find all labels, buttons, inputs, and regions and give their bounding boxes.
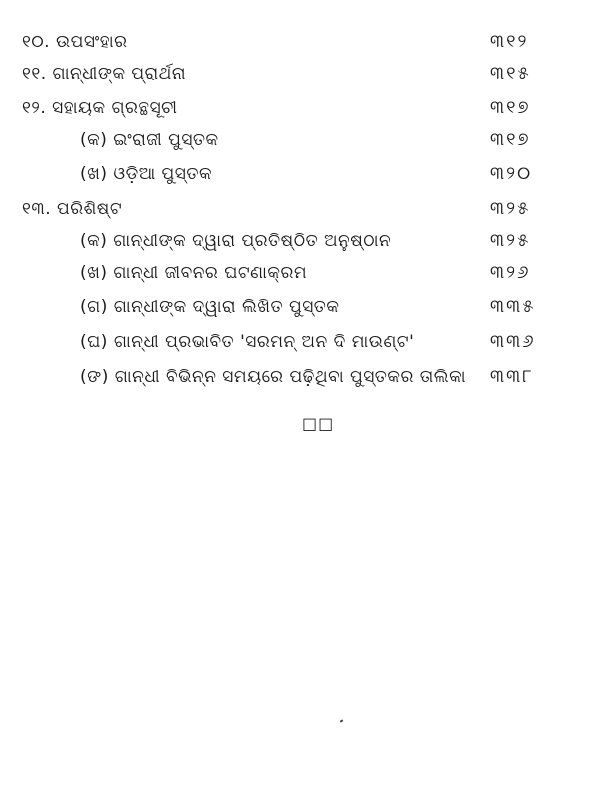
toc-entry-title: (ଖ) ଗାନ୍ଧୀ ଜୀବନର ଘଟଣାକ୍ରମ xyxy=(80,263,308,283)
toc-entry-title: ୧୦. ଉପସଂହାର xyxy=(22,32,128,52)
toc-subentry-13-kha xyxy=(0,258,600,288)
end-of-section-mark: □□ xyxy=(302,414,335,433)
toc-subentry-13-ga xyxy=(0,292,600,322)
toc-entry-page-number: ୩୧୨ xyxy=(490,31,529,52)
toc-entry-page-number: ୩୨୫ xyxy=(490,198,531,219)
toc-entry-title: (ଗ) ଗାନ୍ଧୀଙ୍କ ଦ୍ୱାରା ଲିଖିତ ପୁସ୍ତକ xyxy=(80,297,340,317)
toc-entry-page-number: ୩୩୫ xyxy=(490,296,536,317)
scan-speck xyxy=(340,719,344,722)
toc-entry-title: (ଖ) ଓଡ଼ିଆ ପୁସ୍ତକ xyxy=(80,164,213,184)
toc-subentry-13-nga xyxy=(0,362,600,392)
toc-entry-title: (କ) ଗାନ୍ଧୀଙ୍କ ଦ୍ୱାରା ପ୍ରତିଷ୍ଠିତ ଅନୁଷ୍ଠାନ xyxy=(80,231,392,251)
toc-subentry-12-kha xyxy=(0,159,600,189)
toc-entry-page-number: ୩୧୭ xyxy=(490,97,531,118)
toc-entry-page-number: ୩୧୫ xyxy=(490,63,531,84)
toc-entry-page-number: ୩୩୮ xyxy=(490,366,534,387)
toc-entry-title: ୧୨. ସହାୟକ ଗ୍ରନ୍ଥସୂଚୀ xyxy=(22,98,178,118)
toc-entry-12 xyxy=(0,93,600,123)
toc-entry-page-number: ୩୧୭ xyxy=(490,129,531,150)
toc-entry-title: ୧୩. ପରିଶିଷ୍ଟ xyxy=(22,199,123,219)
toc-subentry-12-ka xyxy=(0,125,600,155)
toc-entry-13 xyxy=(0,194,600,224)
toc-entry-page-number: ୩୩୬ xyxy=(490,331,536,352)
toc-entry-title: (ଘ) ଗାନ୍ଧୀ ପ୍ରଭାବିତ 'ସରମନ୍ ଅନ ଦି ମାଉଣ୍ଟ' xyxy=(80,332,415,352)
toc-subentry-13-gha xyxy=(0,327,600,357)
toc-entry-page-number: ୩୨୦ xyxy=(490,163,533,184)
toc-entry-title: (ଙ) ଗାନ୍ଧୀ ବିଭିନ୍ନ ସମୟରେ ପଢ଼ିଥିବା ପୁସ୍ତକର ତାଲିକା xyxy=(80,367,467,387)
toc-entry-page-number: ୩୨୬ xyxy=(490,262,531,283)
toc-entry-page-number: ୩୨୫ xyxy=(490,230,531,251)
toc-subentry-13-ka xyxy=(0,226,600,256)
toc-entry-title: ୧୧. ଗାନ୍ଧୀଙ୍କ ପ୍ରାର୍ଥନା xyxy=(22,64,187,84)
toc-entry-10 xyxy=(0,27,600,57)
toc-entry-title: (କ) ଇଂରାଜୀ ପୁସ୍ତକ xyxy=(80,130,219,150)
toc-entry-11 xyxy=(0,59,600,89)
